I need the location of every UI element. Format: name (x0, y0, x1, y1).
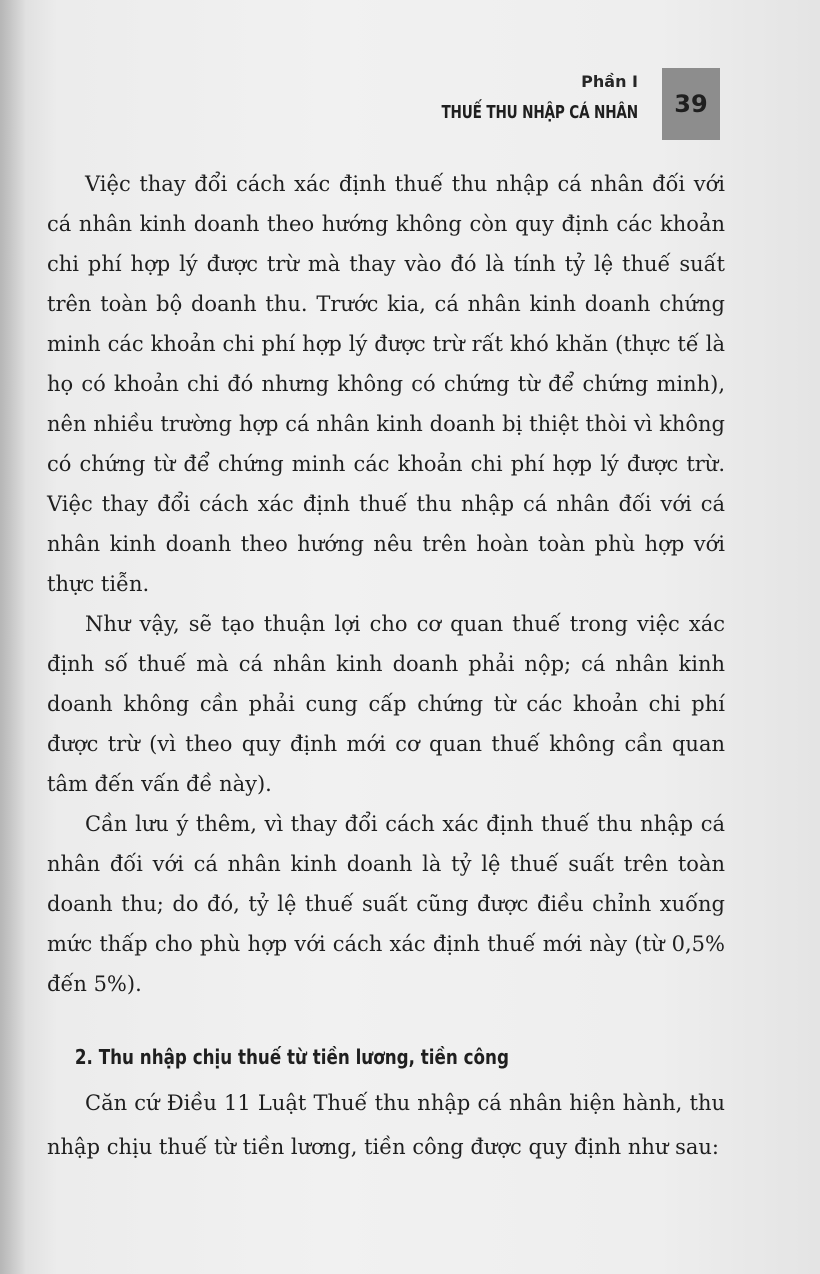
page-number: 39 (662, 68, 720, 140)
page-edge-shadow (0, 0, 26, 1274)
page-body (47, 164, 725, 1169)
part-label: Phần I (581, 72, 638, 91)
section-heading: 2. Thu nhập chịu thuế từ tiền lương, tiền công (74, 1045, 509, 1069)
paragraph: Cần lưu ý thêm, vì thay đổi cách xác định thuế thu nhập cá nhân đối với cá nhân kinh doanh là tỷ lệ thuế suất trên toàn doanh thu; do đó, tỷ lệ thuế suất cũng được điều chỉnh xuống mức thấp cho phù hợp với cách xác định thuế mới này (từ 0,5% đến 5%). (47, 812, 725, 996)
chapter-title: THUẾ THU NHẬP CÁ NHÂN (441, 102, 638, 123)
paragraph: Như vậy, sẽ tạo thuận lợi cho cơ quan thuế trong việc xác định số thuế mà cá nhân kinh doanh phải nộp; cá nhân kinh doanh không cần phải cung cấp chứng từ các khoản chi phí được trừ (vì theo quy định mới cơ quan thuế không cần quan tâm đến vấn đề này). (47, 612, 725, 796)
paragraph: Căn cứ Điều 11 Luật Thuế thu nhập cá nhân hiện hành, thu nhập chịu thuế từ tiền lương, tiền công được quy định như sau: (47, 1091, 725, 1159)
running-header (420, 68, 720, 144)
paragraph: Việc thay đổi cách xác định thuế thu nhập cá nhân đối với cá nhân kinh doanh theo hướng không còn quy định các khoản chi phí hợp lý được trừ mà thay vào đó là tính tỷ lệ thuế suất trên toàn bộ doanh thu. Trước kia, cá nhân kinh doanh chứng minh các khoản chi phí hợp lý được trừ rất khó khăn (thực tế là họ có khoản chi đó nhưng không có chứng từ để chứng minh), nên nhiều trường hợp cá nhân kinh doanh bị thiệt thòi vì không có chứng từ để chứng minh các khoản chi phí hợp lý được trừ. Việc thay đổi cách xác định thuế thu nhập cá nhân đối với cá nhân kinh doanh theo hướng nêu trên hoàn toàn phù hợp với thực tiễn. (47, 172, 725, 596)
